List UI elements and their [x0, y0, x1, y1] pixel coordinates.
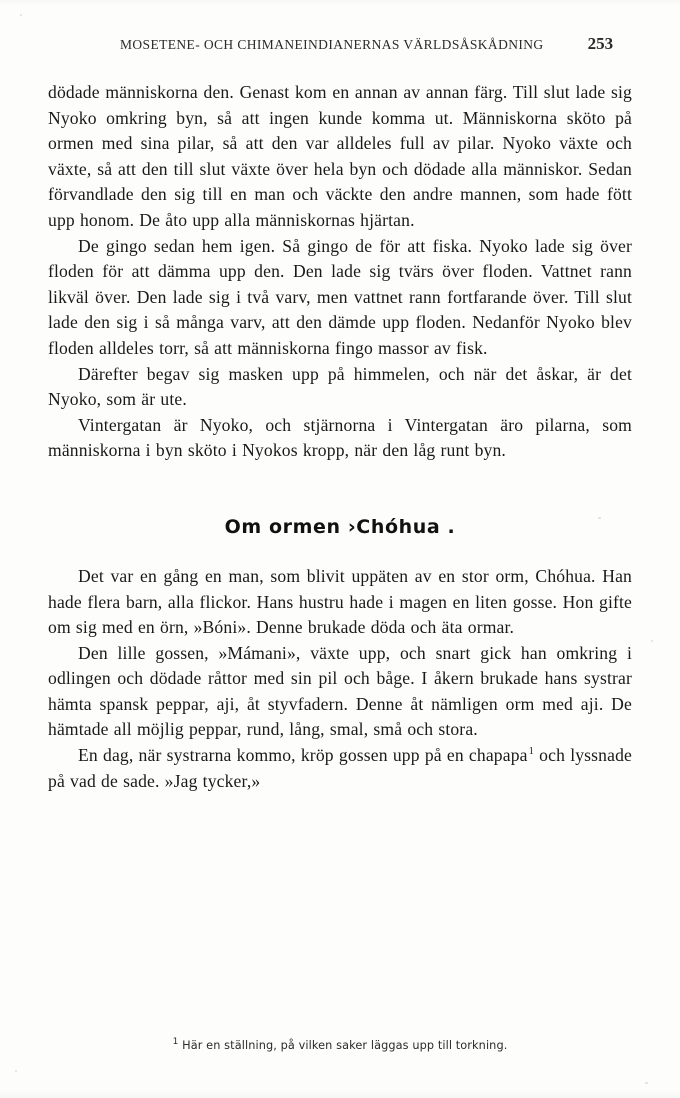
page-bottom-shading: [0, 1090, 680, 1098]
paragraph: dödade människorna den. Genast kom en annan av annan färg. Till slut lade sig Nyoko omkring byn, så att ingen kunde komma ut. Människorna sköto på ormen med sina pilar, så att den var alldeles full av pilar. Nyoko växte och växte, så att den till slut växte över hela byn och dödade alla människor. Sedan förvandlade den sig till en man och väckte den andre mannen, som hade fött upp honom. De åto upp alla människornas hjärtan.: [48, 82, 632, 230]
footnote-text: Här en ställning, på vilken saker läggas upp till torkning.: [182, 1038, 508, 1052]
page-number: 253: [587, 34, 614, 53]
footnote-area: [48, 1036, 632, 1054]
paper-speck: [20, 14, 22, 16]
paper-speck: [598, 517, 601, 519]
paragraph: Vintergatan är Nyoko, och stjärnorna i Vintergatan äro pilarna, som människorna i byn sköto i Nyokos kropp, när den låg runt byn.: [48, 414, 632, 461]
paragraph: De gingo sedan hem igen. Så gingo de för att fiska. Nyoko lade sig över floden för att dämma upp den. Den lade sig tvärs över floden. Vattnet rann likväl över. Den lade sig i två varv, men vattnet rann fortfarande över. Till slut lade den sig i så många varv, att den dämde upp floden. Nedanför Nyoko blev floden alldeles torr, så att människorna fingo massor av fisk.: [48, 235, 632, 358]
section-heading: Om ormen ›Chóhua .: [224, 515, 456, 538]
paper-speck: [15, 1070, 17, 1072]
footnote-marker: 1: [172, 1037, 179, 1047]
page-content: [48, 34, 632, 794]
paper-speck: [645, 1082, 648, 1084]
paragraph-text-after-ref: och lyssnade på vad de sade. »Jag tycker,»: [48, 745, 632, 791]
running-head: [48, 34, 632, 54]
paragraph: Den lille gossen, »Mámani», växte upp, och snart gick han omkring i odlingen och dödade råttor med sin pil och båge. I åkern brukade hans systrar hämta spansk peppar, aji, åt styvfadern. Denne åt nämligen orm med aji. De hämtade all möjlig peppar, rund, lång, smal, små och stora.: [48, 642, 632, 740]
paragraph: Därefter begav sig masken upp på himmelen, och när det åskar, är det Nyoko, som är ute.: [48, 363, 632, 410]
paragraph-with-footnote-ref: [48, 743, 632, 794]
paragraph-text-before-ref: En dag, när systrarna kommo, kröp gossen upp på en chapapa: [78, 745, 528, 766]
footnote: [48, 1036, 632, 1054]
running-head-title: MOSETENE- OCH CHIMANEINDIANERNAS VÄRLDSÅSKÅDNING: [120, 37, 544, 52]
paragraph: Det var en gång en man, som blivit uppäten av en stor orm, Chóhua. Han hade flera barn, alla flickor. Hans hustru hade i magen en liten gosse. Hon gifte om sig med en örn, »Bóni». Denne brukade döda och äta ormar.: [48, 565, 632, 638]
page-top-shading: [0, 0, 680, 6]
paper-speck: [651, 640, 653, 642]
footnote-reference-marker: 1: [528, 746, 535, 758]
